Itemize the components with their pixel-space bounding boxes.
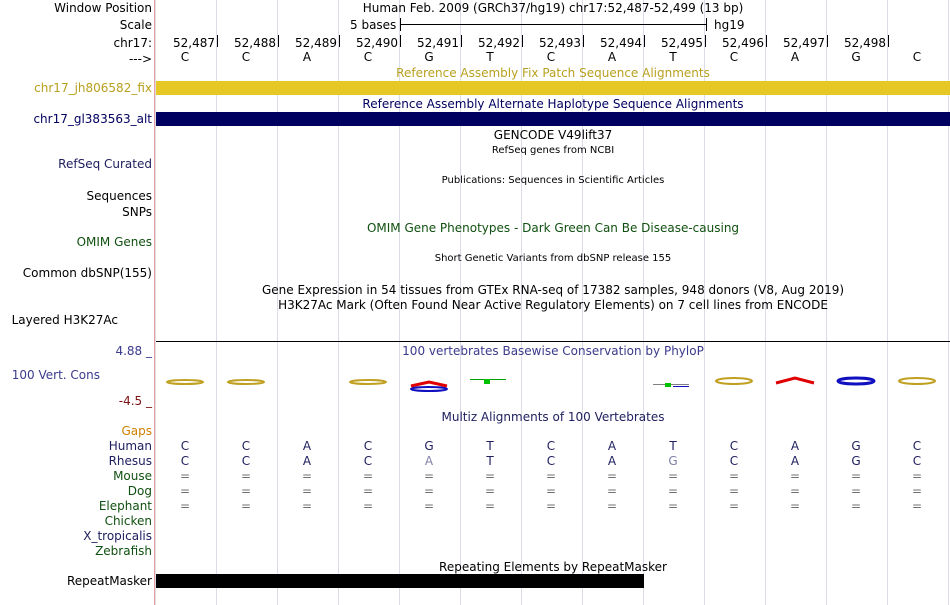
omim-track-title: OMIM Gene Phenotypes - Dark Green Can Be Disease-causing <box>366 221 740 235</box>
aligned-base: C <box>363 439 373 453</box>
aligned-base: = <box>484 469 496 483</box>
aligned-base: = <box>301 499 313 513</box>
aligned-base: = <box>362 469 374 483</box>
species-xtropicalis-label[interactable]: X_tropicalis <box>83 529 152 543</box>
sequences-track-label[interactable]: Sequences <box>86 189 152 203</box>
aligned-base: C <box>912 454 922 468</box>
aligned-base: = <box>545 469 557 483</box>
aligned-base: = <box>179 484 191 498</box>
aligned-base: = <box>545 484 557 498</box>
aligned-base: A <box>424 454 434 468</box>
phylop-top-line <box>156 341 950 342</box>
aligned-base: C <box>546 454 556 468</box>
aligned-base: A <box>607 439 617 453</box>
species-rhesus-label[interactable]: Rhesus <box>108 454 152 468</box>
aligned-base: C <box>546 439 556 453</box>
aligned-base: = <box>423 499 435 513</box>
aligned-base: A <box>302 439 312 453</box>
ruler-tick <box>522 35 523 47</box>
ruler-tick <box>827 35 828 47</box>
aligned-base: C <box>363 454 373 468</box>
reference-base: G <box>424 50 434 64</box>
aligned-base: C <box>729 454 739 468</box>
logo-c-13 <box>899 378 935 384</box>
ruler-position-label: 52,497 <box>783 36 825 50</box>
aligned-base: = <box>301 469 313 483</box>
snps-track-label[interactable]: SNPs <box>122 205 152 219</box>
ruler-position-label: 52,495 <box>661 36 703 50</box>
window-position-label: Window Position <box>54 1 152 15</box>
ruler-position-label: 52,490 <box>356 36 398 50</box>
species-dog-label[interactable]: Dog <box>127 484 152 498</box>
aligned-base: A <box>302 454 312 468</box>
refseq-track-title: RefSeq genes from NCBI <box>491 145 615 156</box>
aligned-base: T <box>486 454 494 468</box>
ruler-tick <box>339 35 340 47</box>
phylop-conservation-logo[interactable] <box>156 372 950 394</box>
species-chicken-label[interactable]: Chicken <box>104 514 152 528</box>
scale-bases-text: 5 bases <box>350 18 397 32</box>
aligned-base: C <box>241 454 251 468</box>
ruler-position-label: 52,498 <box>844 36 886 50</box>
ruler-position-label: 52,494 <box>600 36 642 50</box>
aligned-base: C <box>729 439 739 453</box>
multiz-track-title: Multiz Alignments of 100 Vertebrates <box>441 410 665 424</box>
fix-patch-alignment-bar[interactable] <box>156 81 950 95</box>
fix-patch-track-title: Reference Assembly Fix Patch Sequence Alignments <box>396 66 710 80</box>
reference-base: T <box>486 50 494 64</box>
reference-base: T <box>669 50 677 64</box>
gtex-track-title: Gene Expression in 54 tissues from GTEx RNA-seq of 17382 samples, 948 donors (V8, Aug 2019) <box>261 283 845 297</box>
scale-bar-right-tick <box>706 18 707 31</box>
ruler-tick <box>278 35 279 47</box>
aligned-base: A <box>790 439 800 453</box>
aligned-base: = <box>667 499 679 513</box>
ruler-position-label: 52,491 <box>417 36 459 50</box>
aligned-base: = <box>850 469 862 483</box>
ruler-position-label: 52,488 <box>234 36 276 50</box>
aligned-base: = <box>362 499 374 513</box>
aligned-base: = <box>789 484 801 498</box>
aligned-base: G <box>668 454 678 468</box>
scale-label: Scale <box>119 18 152 32</box>
logo-c-10 <box>716 378 752 384</box>
aligned-base: A <box>607 454 617 468</box>
reference-base: A <box>302 50 312 64</box>
reference-base: A <box>790 50 800 64</box>
aligned-base: = <box>301 484 313 498</box>
ruler-position-label: 52,493 <box>539 36 581 50</box>
ruler-tick <box>461 35 462 47</box>
aligned-base: = <box>362 484 374 498</box>
species-zebrafish-label[interactable]: Zebrafish <box>95 544 152 558</box>
track-labels-column <box>0 0 155 605</box>
reference-base: C <box>241 50 251 64</box>
logo-g-12 <box>838 378 874 384</box>
reference-base: C <box>363 50 373 64</box>
phylop-max-value: 4.88 _ <box>115 344 152 358</box>
ruler-tick <box>400 35 401 47</box>
aligned-base: = <box>484 499 496 513</box>
publications-track-title: Publications: Sequences in Scientific Articles <box>441 175 665 186</box>
aligned-base: = <box>240 469 252 483</box>
h3k27ac-track-label[interactable]: Layered H3K27Ac <box>11 313 118 327</box>
aligned-base: = <box>667 484 679 498</box>
logo-c-2 <box>228 380 264 384</box>
repeatmasker-element-bar[interactable] <box>156 574 644 588</box>
species-human-label[interactable]: Human <box>108 439 152 453</box>
aligned-base: = <box>240 499 252 513</box>
phylop-track-title: 100 vertebrates Basewise Conservation by PhyloP <box>402 344 704 358</box>
gencode-track-title: GENCODE V49lift37 <box>493 128 613 142</box>
dbsnp-track-label[interactable]: Common dbSNP(155) <box>22 266 152 280</box>
aligned-base: = <box>728 484 740 498</box>
phylop-min-value: -4.5 _ <box>118 394 152 408</box>
reference-base: C <box>180 50 190 64</box>
aligned-base: T <box>486 439 494 453</box>
aligned-base: C <box>912 439 922 453</box>
aligned-base: = <box>545 499 557 513</box>
omim-track-label[interactable]: OMIM Genes <box>76 235 152 249</box>
aligned-base: G <box>424 439 434 453</box>
aligned-base: = <box>423 484 435 498</box>
aligned-base: = <box>728 469 740 483</box>
ruler-tick <box>766 35 767 47</box>
aligned-base: = <box>240 484 252 498</box>
scale-bar-left-tick <box>400 18 401 31</box>
aligned-base: = <box>911 499 923 513</box>
dbsnp-track-title: Short Genetic Variants from dbSNP release 155 <box>434 253 672 264</box>
repeatmasker-track-title: Repeating Elements by RepeatMasker <box>439 560 667 574</box>
alt-haplotype-alignment-bar[interactable] <box>156 112 950 126</box>
species-gaps-label: Gaps <box>121 424 152 438</box>
aligned-base: = <box>606 469 618 483</box>
aligned-base: C <box>180 439 190 453</box>
ruler-tick <box>644 35 645 47</box>
aligned-base: G <box>851 454 861 468</box>
ruler-position-label: 52,492 <box>478 36 520 50</box>
reference-base: C <box>546 50 556 64</box>
alt-haplotype-track-label[interactable]: chr17_gl383563_alt <box>33 112 152 126</box>
aligned-base: = <box>789 499 801 513</box>
aligned-base: T <box>669 439 677 453</box>
aligned-base: = <box>423 469 435 483</box>
alt-haplotype-track-title: Reference Assembly Alternate Haplotype Sequence Alignments <box>362 97 744 111</box>
aligned-base: = <box>484 484 496 498</box>
aligned-base: = <box>606 484 618 498</box>
aligned-base: = <box>850 484 862 498</box>
ruler-position-label: 52,487 <box>173 36 215 50</box>
aligned-base: = <box>850 499 862 513</box>
logo-t-9 <box>653 383 689 387</box>
reference-base: C <box>912 50 922 64</box>
species-elephant-label[interactable]: Elephant <box>98 499 152 513</box>
assembly-name: hg19 <box>714 18 745 32</box>
aligned-base: = <box>789 469 801 483</box>
ruler-tick <box>583 35 584 47</box>
reference-base: C <box>729 50 739 64</box>
repeatmasker-track-label[interactable]: RepeatMasker <box>66 574 152 588</box>
aligned-base: C <box>241 439 251 453</box>
ruler-tick <box>705 35 706 47</box>
ruler-tick <box>888 35 889 47</box>
aligned-base: = <box>911 484 923 498</box>
aligned-base: C <box>180 454 190 468</box>
ruler-position-label: 52,496 <box>722 36 764 50</box>
aligned-base: A <box>790 454 800 468</box>
phylop-track-label[interactable]: 100 Vert. Cons <box>11 368 100 382</box>
genome-browser-track-area[interactable] <box>156 0 950 605</box>
aligned-base: = <box>911 469 923 483</box>
logo-t-6 <box>470 379 506 384</box>
logo-a-11 <box>776 378 814 383</box>
refseq-track-label[interactable]: RefSeq Curated <box>58 157 152 171</box>
species-mouse-label[interactable]: Mouse <box>113 469 152 483</box>
scale-bar-line <box>400 24 706 25</box>
window-position-text: Human Feb. 2009 (GRCh37/hg19) chr17:52,487-52,499 (13 bp) <box>362 1 744 15</box>
aligned-base: = <box>667 469 679 483</box>
aligned-base: G <box>851 439 861 453</box>
fix-patch-track-label[interactable]: chr17_jh806582_fix <box>34 81 152 95</box>
aligned-base: = <box>179 469 191 483</box>
h3k27ac-track-title: H3K27Ac Mark (Often Found Near Active Regulatory Elements) on 7 cell lines from ENCODE <box>278 298 828 312</box>
reference-base: G <box>851 50 861 64</box>
ruler-tick <box>217 35 218 47</box>
reference-base: A <box>607 50 617 64</box>
aligned-base: = <box>728 499 740 513</box>
aligned-base: = <box>606 499 618 513</box>
chromosome-label: chr17: <box>113 36 152 50</box>
ruler-position-label: 52,489 <box>295 36 337 50</box>
logo-c-1 <box>167 380 203 384</box>
logo-g-5 <box>411 382 447 391</box>
strand-arrow-label[interactable]: ---> <box>128 52 152 66</box>
aligned-base: = <box>179 499 191 513</box>
logo-c-4 <box>350 380 386 384</box>
